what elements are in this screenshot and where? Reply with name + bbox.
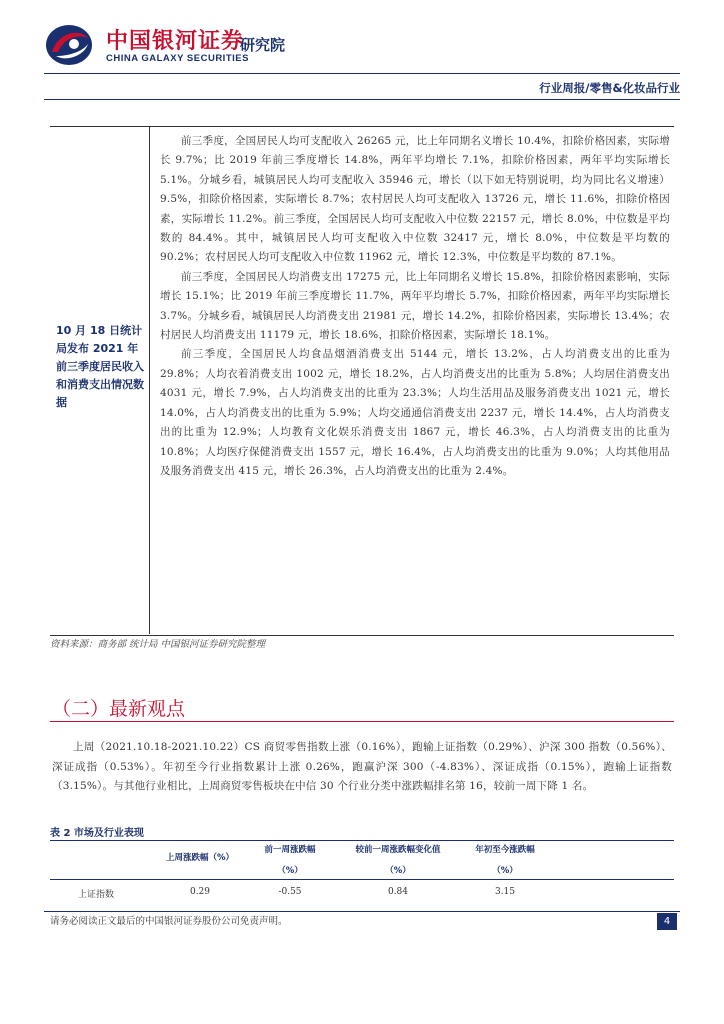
- table-cell-ytd: 3.15: [494, 887, 516, 897]
- col-header-ytd-label: 年初至今涨跌幅: [475, 845, 535, 855]
- table-cell-change: 0.84: [387, 887, 409, 897]
- summary-paragraph-consumption: 前三季度，全国居民人均消费支出 17275 元，比上年同期名义增长 15.8%，扣除价格因素影响，实际增长 15.1%；比 2019 年前三季度增长 11.7%，两年平均增长 5.7%，扣除价格因素，两年平均实际增长 3.7%。分城乡看，城镇居民人均消费支出 21981 元，增长 14.2%，扣除价格因素，实际增长 13.4%；农村居民人均消费支出 11179 元，增长 18.6%，扣除价格因素，实际增长 18.1%。: [160, 270, 670, 342]
- summary-text: [160, 132, 670, 481]
- header-divider: [44, 73, 680, 74]
- header-divider-lower: [44, 99, 680, 100]
- page-number: 4: [657, 913, 677, 930]
- brand-name-en: CHINA GALAXY SECURITIES: [106, 53, 249, 64]
- report-type: 行业周报/零售&化妆品行业: [539, 81, 680, 95]
- footer-rule: [44, 911, 680, 912]
- summary-paragraph-income: 前三季度，全国居民人均可支配收入 26265 元，比上年同期名义增长 10.4%，扣除价格因素，实际增长 9.7%；比 2019 年前三季度增长 14.8%，两年平均增长 7.1%，扣除价格因素，两年平均实际增长 5.1%。分城乡看，城镇居民人均可支配收入 35946 元，增长（以下如无特别说明，均为同比名义增速）9.5%，扣除价格因素，实际增长 8.7%；农村居民人均可支配收入 13726 元，增长 11.6%，扣除价格因素，实际增长 11.2%。前三季度，全国居民人均可支配收入中位数 22157 元，增长 8.0%，中位数是平均数的 84.4%。其中，城镇居民人均可支配收入中位数 32417 元，增长 8.0%，中位数是平均数的 90.2%；农村居民人均可支配收入中位数 11962 元，增长 12.3%，中位数是平均数的 87.1%。: [160, 135, 670, 264]
- col-header-last-week: 上周涨跌幅（%）: [165, 853, 235, 863]
- col-header-ytd-unit: （%）: [492, 866, 518, 876]
- table-title: 表 2 市场及行业表现: [50, 828, 144, 839]
- col-header-prev-week-label: 前一周涨跌幅: [264, 845, 316, 855]
- source-note: 资料来源：商务部 统计局 中国银河证券研究院整理: [50, 639, 266, 650]
- galaxy-logo-icon: [44, 22, 94, 68]
- section-heading: （二）最新观点: [52, 698, 186, 720]
- brand-name-cn: 中国银河证券: [106, 29, 245, 54]
- section-rule: [50, 721, 674, 722]
- brand-suffix: 研究院: [240, 36, 286, 54]
- summary-label: 10 月 18 日统计局发布 2021 年前三季度居民收入和消费支出情况数据: [56, 324, 144, 409]
- table-cell-prev-week: -0.55: [278, 887, 302, 897]
- table-row-name: 上证指数: [78, 890, 115, 900]
- col-header-change-unit: （%）: [385, 866, 411, 876]
- table-cell-last-week: 0.29: [189, 887, 211, 897]
- col-header-ytd: [440, 840, 570, 882]
- summary-paragraph-categories: 前三季度，全国居民人均食品烟酒消费支出 5144 元，增长 13.2%，占人均消费支出的比重为 29.8%；人均衣着消费支出 1002 元，增长 18.2%，占人均消费支出的比重为 5.8%；人均居住消费支出 4031 元，增长 7.9%，占人均消费支出的比重为 23.3%；人均生活用品及服务消费支出 1021 元，增长 14.0%，占人均消费支出的比重为 5.9%；人均交通通信消费支出 2237 元，增长 14.4%，占人均消费支出的比重为 12.9%；人均教育文化娱乐消费支出 1867 元，增长 46.3%，占人均消费支出的比重为 10.8%；人均医疗保健消费支出 1557 元，增长 16.4%，占人均消费支出的比重为 9.0%；人均其他用品及服务消费支出 415 元，增长 26.3%，占人均消费支出的比重为 2.4%。: [160, 348, 670, 477]
- footer-disclaimer: 请务必阅读正文最后的中国银河证券股份公司免责声明。: [50, 916, 288, 927]
- table-header-rule: [50, 879, 674, 880]
- market-commentary: 上周（2021.10.18-2021.10.22）CS 商贸零售指数上涨（0.16%），跑输上证指数（0.29%）、沪深 300 指数（0.56%）、深证成指（0.53%）。年初至今行业指数累计上涨 0.26%，跑赢沪深 300（-4.83%）、深证成指（0.15%），跑输上证指数（3.15%）。与其他行业相比，上周商贸零售板块在中信 30 个行业分类中涨跌幅排名第 16，较前一周下降 1 名。: [52, 741, 672, 792]
- summary-column-divider: [149, 126, 150, 634]
- col-header-change-label: 较前一周涨跌幅变化值: [355, 845, 441, 855]
- col-header-prev-week-unit: （%）: [277, 866, 303, 876]
